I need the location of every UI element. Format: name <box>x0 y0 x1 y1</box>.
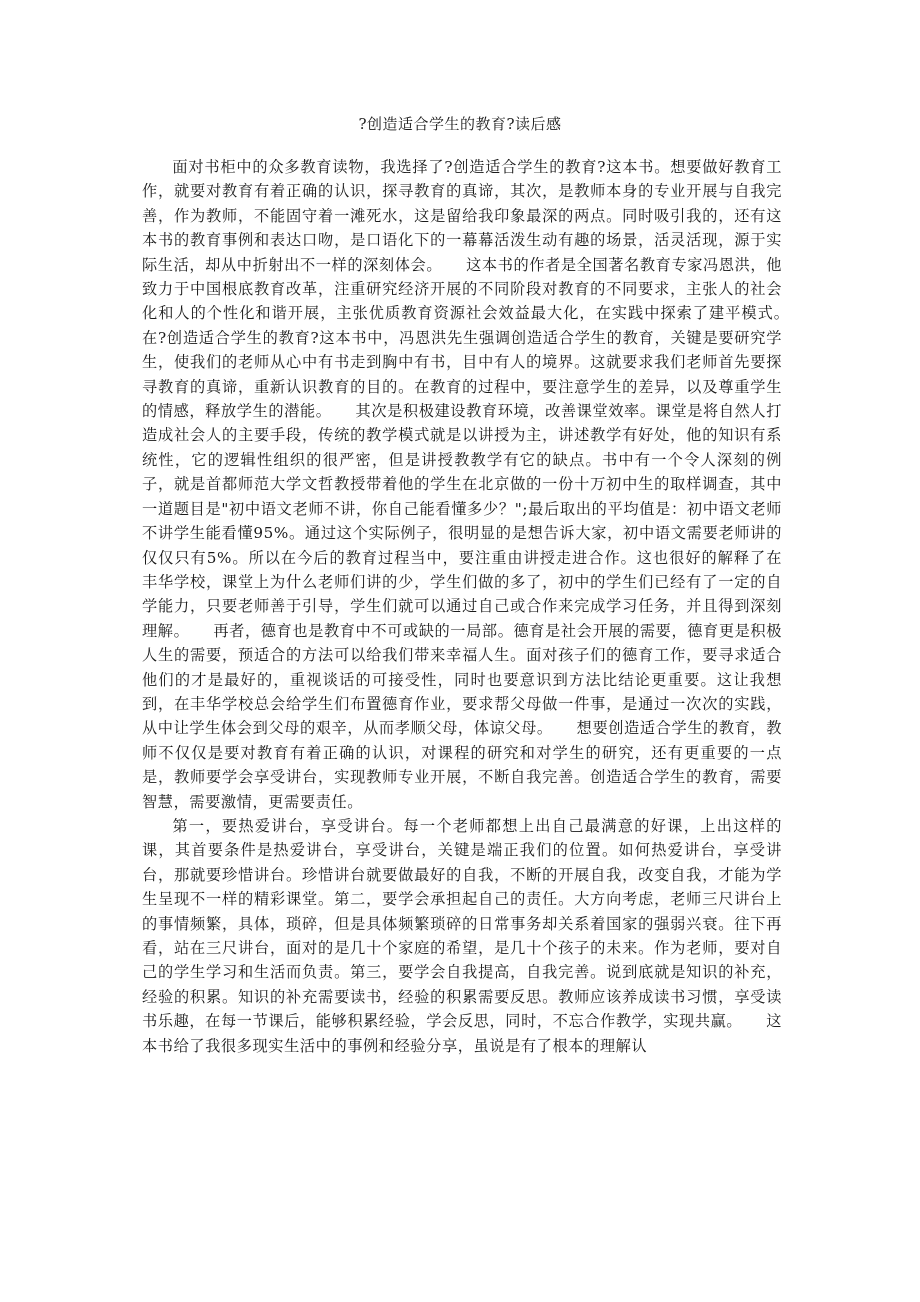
page-title: ?创造适合学生的教育?读后感 <box>358 115 562 133</box>
paragraph-2: 第一，要热爱讲台，享受讲台。每一个老师都想上出自己最满意的好课，上出这样的课，其首要条件是热爱讲台，享受讲台，关键是端正我们的位置。如何热爱讲台，享受讲台，那就要珍惜讲台。珍惜讲台就要做最好的自我，不断的开展自我，改变自我，才能为学生呈现不一样的精彩课堂。第二，要学会承担起自己的责任。大方向考虑，老师三尺讲台上的事情频繁，具体，琐碎，但是具体频繁琐碎的日常事务却关系着国家的强弱兴衰。往下再看，站在三尺讲台，面对的是几十个家庭的希望，是几十个孩子的未来。作为老师，要对自己的学生学习和生活而负责。第三，要学会自我提高，自我完善。说到底就是知识的补充，经验的积累。知识的补充需要读书，经验的积累需要反思。教师应该养成读书习惯，享受读书乐趣，在每一节课后，能够积累经验，学会反思，同时，不忘合作教学，实现共赢。 这本书给了我很多现实生活中的事例和经验分享，虽说是有了根本的理解认 <box>142 816 782 1055</box>
body-text <box>142 155 814 1058</box>
paragraph-1: 面对书柜中的众多教育读物，我选择了?创造适合学生的教育?这本书。想要做好教育工作，就要对教育有着正确的认识，探寻教育的真谛，其次，是教师本身的专业开展与自我完善，作为教师，不能固守着一滩死水，这是留给我印象最深的两点。同时吸引我的，还有这本书的教育事例和表达口吻，是口语化下的一幕幕活泼生动有趣的场景，活灵活现，源于实际生活，却从中折射出不一样的深刻体会。 这本书的作者是全国著名教育专家冯恩洪，他致力于中国根底教育改革，注重研究经济开展的不同阶段对教育的不同要求，主张人的社会化和人的个性化和谐开展，主张优质教育资源社会效益最大化，在实践中探索了建平模式。 在?创造适合学生的教育?这本书中，冯恩洪先生强调创造适合学生的教育，关键是要研究学生，使我们的老师从心中有书走到胸中有书，目中有人的境界。这就要求我们老师首先要探寻教育的真谛，重新认识教育的目的。在教育的过程中，要注意学生的差异，以及尊重学生的情感，释放学生的潜能。 其次是积极建设教育环境，改善课堂效率。课堂是将自然人打造成社会人的主要手段，传统的教学模式就是以讲授为主，讲述教学有好处，他的知识有系统性，它的逻辑性组织的很严密，但是讲授教教学有它的缺点。书中有一个令人深刻的例子，就是首都师范大学文哲教授带着他的学生在北京做的一份十万初中生的取样调查，其中一道题目是"初中语文老师不讲，你自己能看懂多少？";最后取出的平均值是：初中语文老师不讲学生能看懂95%。通过这个实际例子，很明显的是想告诉大家，初中语文需要老师讲的仅仅只有5%。所以在今后的教育过程当中，要注重由讲授走进合作。这也很好的解释了在丰华学校，课堂上为什么老师们讲的少，学生们做的多了，初中的学生们已经有了一定的自学能力，只要老师善于引导，学生们就可以通过自己或合作来完成学习任务，并且得到深刻理解。 再者，德育也是教育中不可或缺的一局部。德育是社会开展的需要，德育更是积极人生的需要，预适合的方法可以给我们带来幸福人生。面对孩子们的德育工作，要寻求适合他们的才是最好的，重视谈话的可接受性，同时也要意识到方法比结论更重要。这让我想到，在丰华学校总会给学生们布置德育作业，要求帮父母做一件事，是通过一次次的实践，从中让学生体会到父母的艰辛，从而孝顺父母，体谅父母。 想要创造适合学生的教育，教师不仅仅是要对教育有着正确的认识，对课程的研究和对学生的研究，还有更重要的一点是，教师要学会享受讲台，实现教师专业开展，不断自我完善。创造适合学生的教育，需要智慧，需要激情，更需要责任。 <box>142 158 814 811</box>
